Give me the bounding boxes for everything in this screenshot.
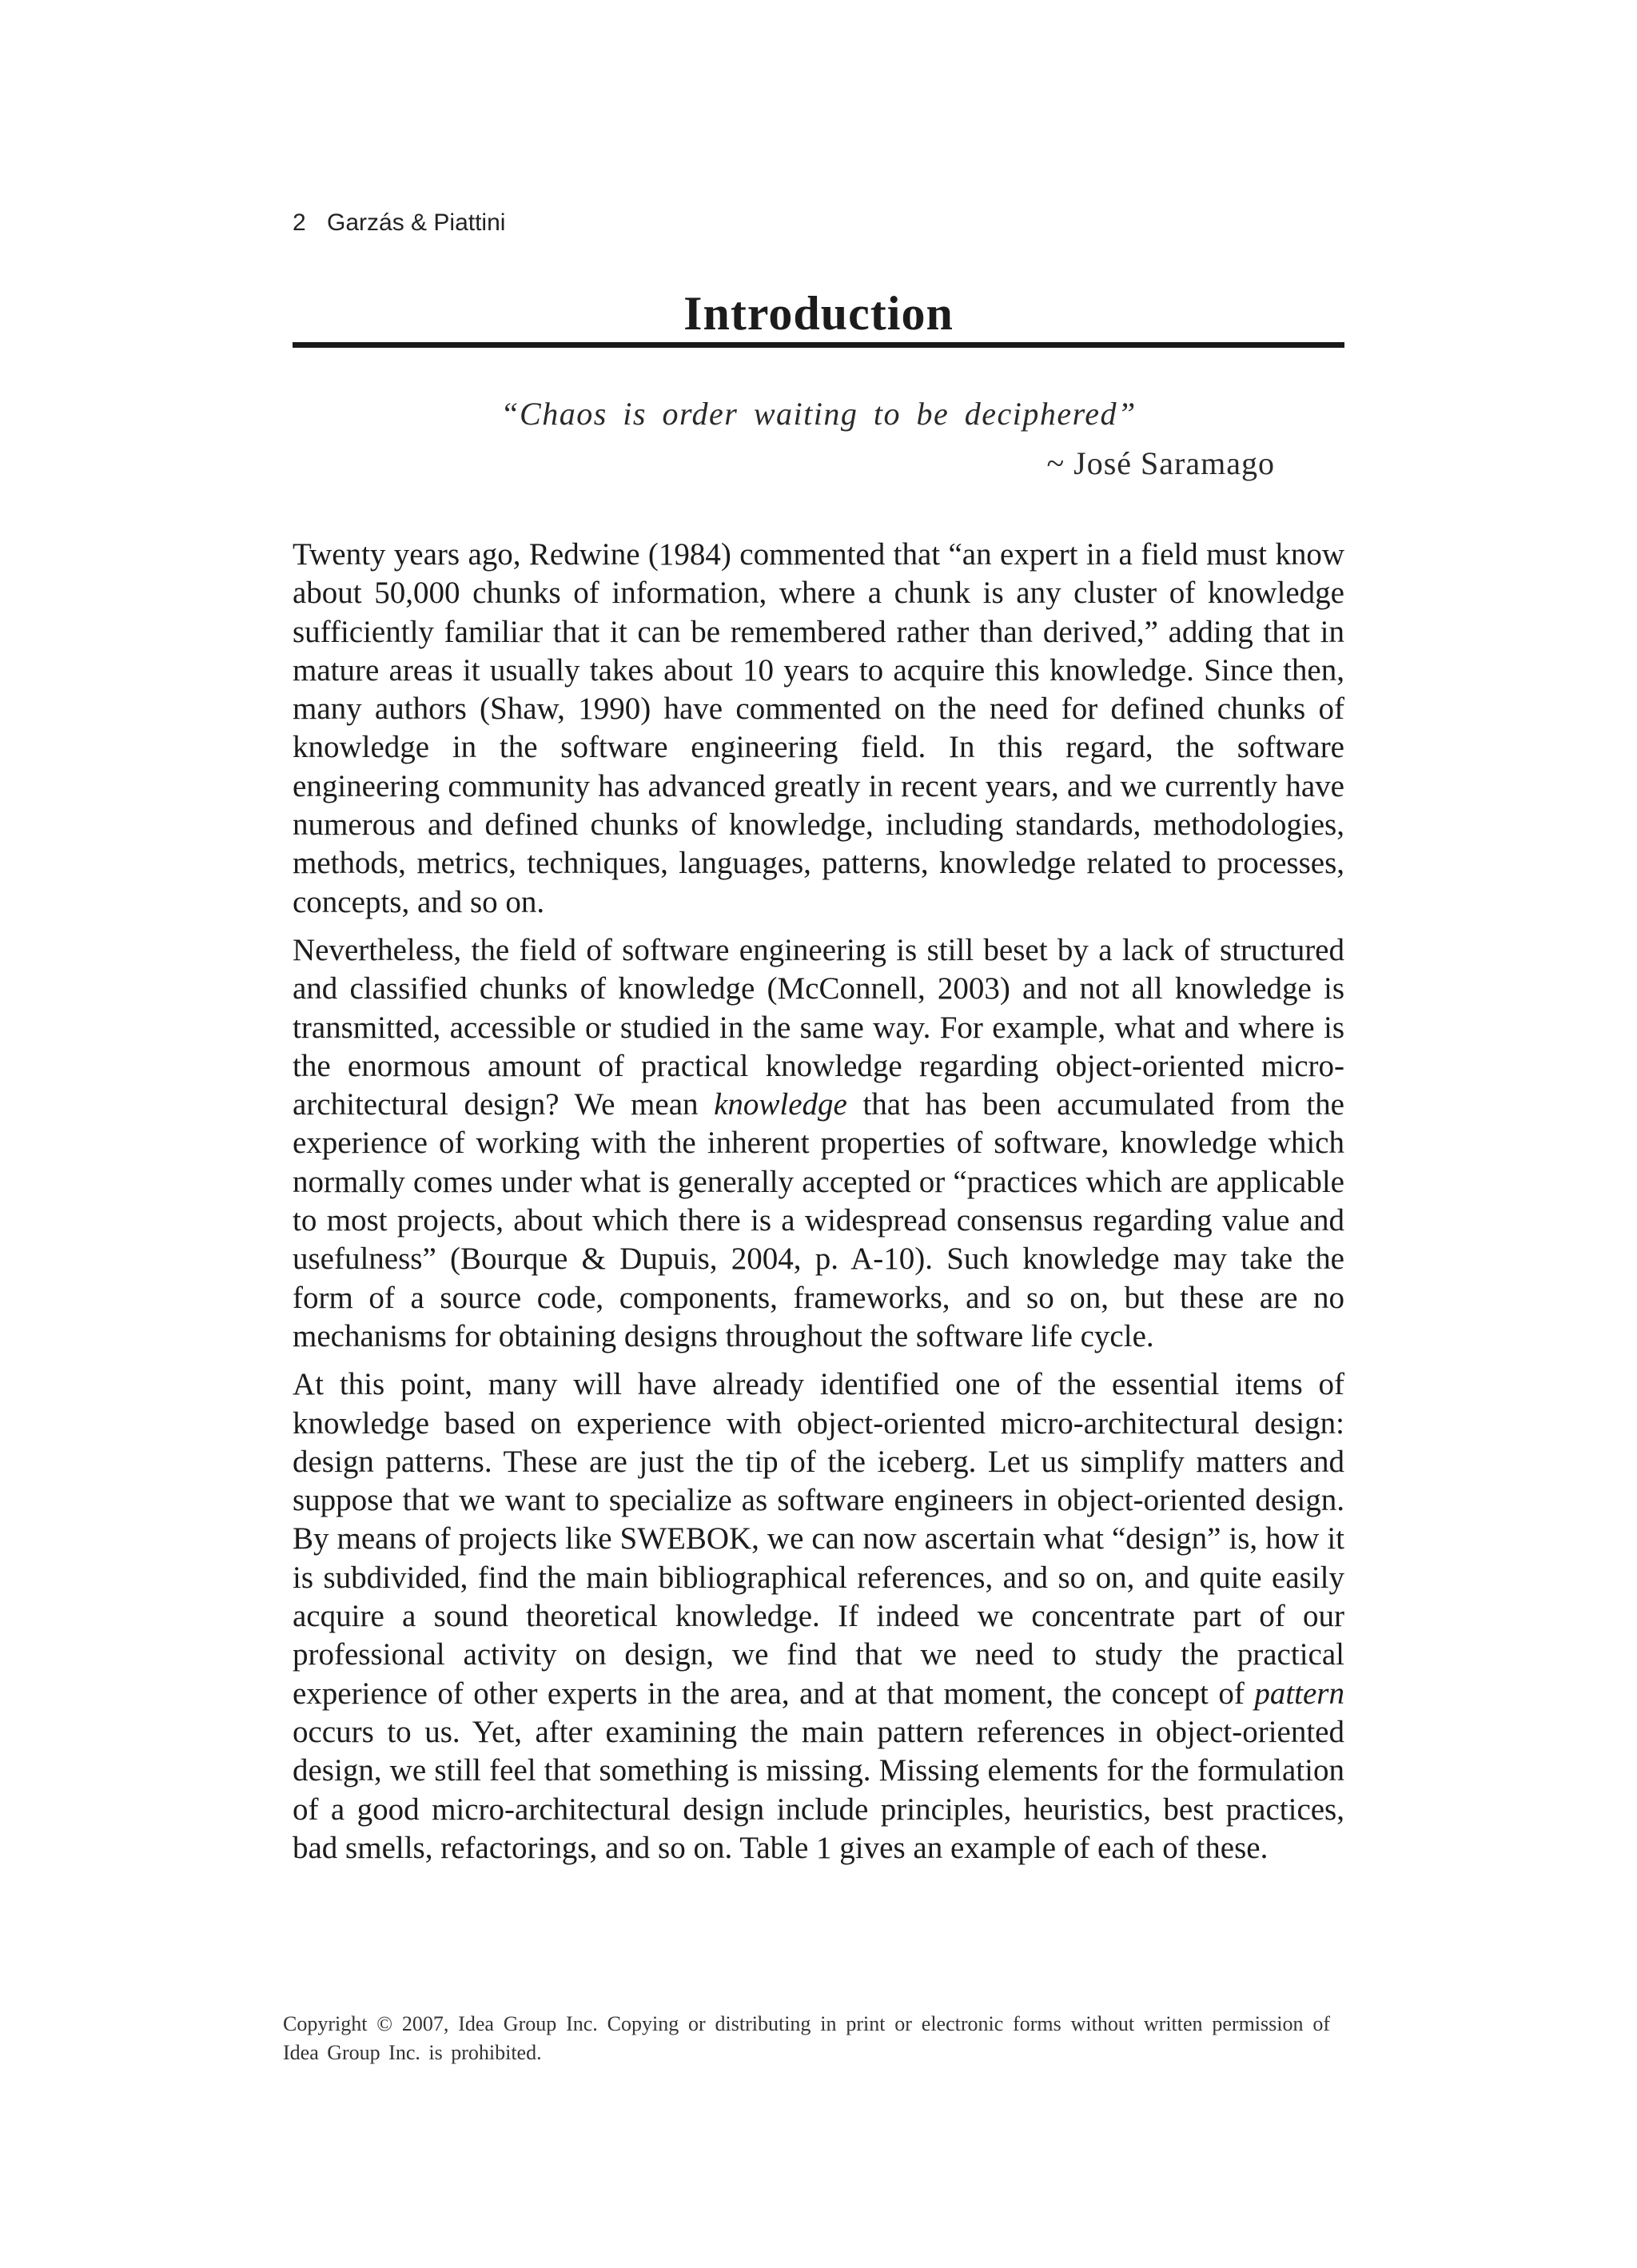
paragraph-3-part-b: occurs to us. Yet, after examining the main pattern references in object-oriented design, we still feel that something is missing. Missing elements for the formulation of a good micro-architectural design include principles, heuristics, best practices, bad smells, refactorings, and so on. Table 1 gives an example of each of these. [293,1714,1344,1865]
chapter-title: Introduction [683,287,954,340]
page-number: 2 [293,209,306,236]
running-head [293,209,505,237]
paragraph-2-part-a: Nevertheless, the field of software engineering is still beset by a lack of structured and classified chunks of knowledge (McConnell, 2003) and not all knowledge is transmitted, accessible or studied in the same way. For example, what and where is the enormous amount of practical knowledge regarding object-oriented micro-architectural design? We mean [293,932,1344,1122]
paragraph-3-part-a: At this point, many will have already identified one of the essential items of knowledge based on experience with object-oriented micro-architectural design: design patterns. These are just the tip of the iceberg. Let us simplify matters and suppose that we want to specialize as software engineers in object-oriented design. By means of projects like SWEBOK, we can now ascertain what “design” is, how it is subdivided, find the main bibliographical references, and so on, and quite easily acquire a sound theoretical knowledge. If indeed we concentrate part of our professional activity on design, we find that we need to study the practical experience of other experts in the area, and at that moment, the concept of [293,1367,1344,1711]
epigraph-quote: “Chaos is order waiting to be deciphered” [500,396,1137,432]
body-text [293,536,1344,1877]
title-rule [293,342,1344,348]
paragraph-2 [293,931,1344,1356]
paragraph-3-emphasis: pattern [1254,1676,1344,1711]
running-head-authors: Garzás & Piattini [327,209,506,236]
paragraph-1: Twenty years ago, Redwine (1984) commented that “an expert in a field must know about 50,000 chunks of information, where a chunk is any cluster of knowledge sufficiently familiar that it can be remembered rather than derived,” adding that in mature areas it usually takes about 10 years to acquire this knowledge. Since then, many authors (Shaw, 1990) have commented on the need for defined chunks of knowledge in the software engineering field. In this regard, the software engineering community has advanced greatly in recent years, and we currently have numerous and defined chunks of knowledge, including standards, methodologies, methods, metrics, techniques, languages, patterns, knowledge related to processes, concepts, and so on. [293,537,1344,919]
copyright-notice: Copyright © 2007, Idea Group Inc. Copying or distributing in print or electronic forms without written permission of Idea Group Inc. is prohibited. [283,2012,1330,2064]
paragraph-3 [293,1365,1344,1867]
paragraph-2-part-b: that has been accumulated from the experience of working with the inherent properties of software, knowledge which normally comes under what is generally accepted or “practices which are applicable to most projects, about which there is a widespread consensus regarding value and usefulness” (Bourque & Dupuis, 2004, p. A-10). Such knowledge may take the form of a source code, components, frameworks, and so on, but these are no mechanisms for obtaining designs throughout the software life cycle. [293,1087,1344,1353]
paragraph-2-emphasis: knowledge [714,1087,847,1122]
epigraph-author: ~ José Saramago [1046,445,1275,481]
